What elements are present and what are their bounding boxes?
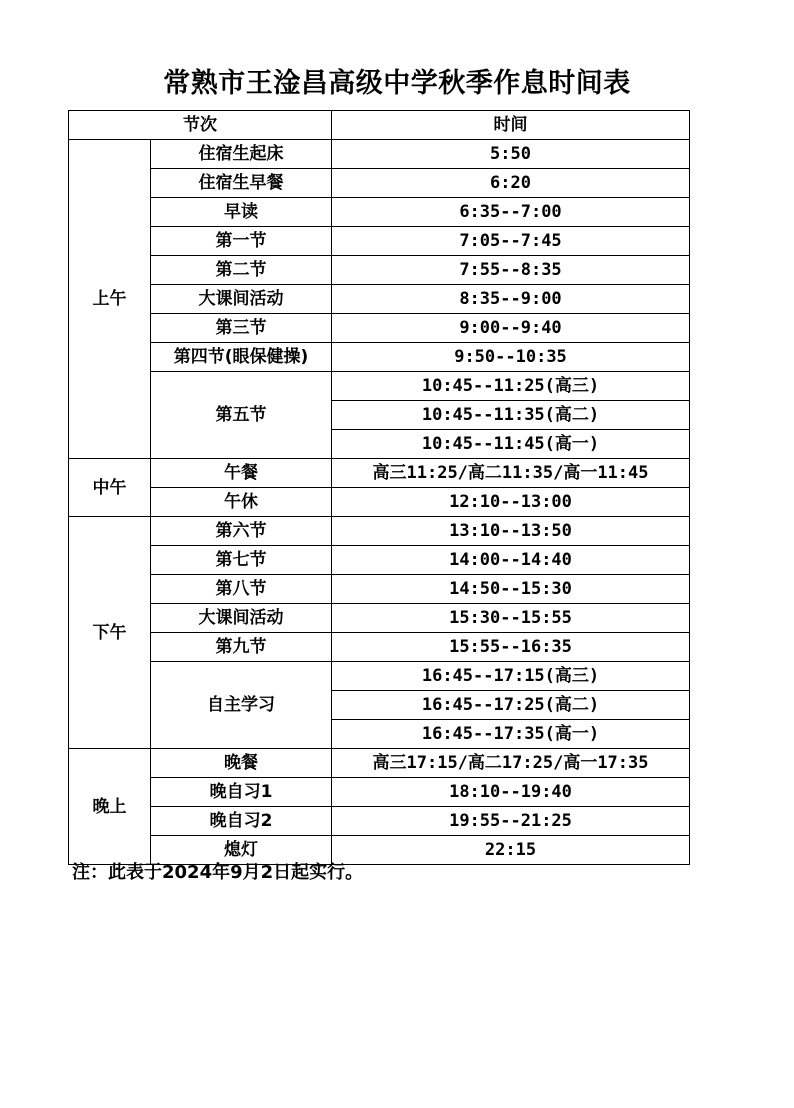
time-cell: 5:50 xyxy=(332,140,690,169)
period-cell: 住宿生起床 xyxy=(151,140,332,169)
time-cell: 16:45--17:15(高三) xyxy=(332,662,690,691)
period-cell: 第二节 xyxy=(151,256,332,285)
period-cell: 第三节 xyxy=(151,314,332,343)
period-cell: 第六节 xyxy=(151,517,332,546)
footnote: 注：此表于2024年9月2日起实行。 xyxy=(72,862,364,883)
schedule-body xyxy=(69,140,690,865)
group-label: 上午 xyxy=(69,140,151,459)
time-cell: 10:45--11:25(高三) xyxy=(332,372,690,401)
time-cell: 18:10--19:40 xyxy=(332,778,690,807)
period-cell: 早读 xyxy=(151,198,332,227)
table-row xyxy=(69,662,690,691)
table-row xyxy=(69,546,690,575)
time-cell: 14:00--14:40 xyxy=(332,546,690,575)
table-row xyxy=(69,575,690,604)
period-cell: 第一节 xyxy=(151,227,332,256)
table-row xyxy=(69,343,690,372)
time-cell: 16:45--17:35(高一) xyxy=(332,720,690,749)
time-cell: 14:50--15:30 xyxy=(332,575,690,604)
period-cell: 第八节 xyxy=(151,575,332,604)
time-cell: 高三17:15/高二17:25/高一17:35 xyxy=(332,749,690,778)
group-label: 中午 xyxy=(69,459,151,517)
time-cell: 9:00--9:40 xyxy=(332,314,690,343)
period-cell: 住宿生早餐 xyxy=(151,169,332,198)
period-cell: 晚自习2 xyxy=(151,807,332,836)
time-cell: 10:45--11:35(高二) xyxy=(332,401,690,430)
table-row xyxy=(69,604,690,633)
time-cell: 10:45--11:45(高一) xyxy=(332,430,690,459)
period-cell: 晚自习1 xyxy=(151,778,332,807)
table-row xyxy=(69,517,690,546)
table-row xyxy=(69,285,690,314)
time-cell: 6:20 xyxy=(332,169,690,198)
table-row xyxy=(69,140,690,169)
table-row xyxy=(69,459,690,488)
schedule-table xyxy=(68,110,690,865)
table-row xyxy=(69,633,690,662)
table-row xyxy=(69,256,690,285)
table-row xyxy=(69,198,690,227)
header-time: 时间 xyxy=(332,111,690,140)
time-cell: 16:45--17:25(高二) xyxy=(332,691,690,720)
table-row xyxy=(69,372,690,401)
time-cell: 15:55--16:35 xyxy=(332,633,690,662)
page-title: 常熟市王淦昌高级中学秋季作息时间表 xyxy=(163,68,631,99)
table-row xyxy=(69,169,690,198)
period-cell: 自主学习 xyxy=(151,662,332,749)
header-period: 节次 xyxy=(69,111,332,140)
table-row xyxy=(69,488,690,517)
period-cell: 大课间活动 xyxy=(151,604,332,633)
group-label: 下午 xyxy=(69,517,151,749)
period-cell: 熄灯 xyxy=(151,836,332,865)
time-cell: 6:35--7:00 xyxy=(332,198,690,227)
period-cell: 晚餐 xyxy=(151,749,332,778)
period-cell: 午餐 xyxy=(151,459,332,488)
table-row xyxy=(69,807,690,836)
period-cell: 午休 xyxy=(151,488,332,517)
time-cell: 9:50--10:35 xyxy=(332,343,690,372)
time-cell: 15:30--15:55 xyxy=(332,604,690,633)
period-cell: 第五节 xyxy=(151,372,332,459)
table-row xyxy=(69,778,690,807)
table-row xyxy=(69,227,690,256)
time-cell: 12:10--13:00 xyxy=(332,488,690,517)
time-cell: 22:15 xyxy=(332,836,690,865)
time-cell: 13:10--13:50 xyxy=(332,517,690,546)
period-cell: 大课间活动 xyxy=(151,285,332,314)
table-header-row xyxy=(69,111,690,140)
time-cell: 7:05--7:45 xyxy=(332,227,690,256)
table-row xyxy=(69,314,690,343)
time-cell: 19:55--21:25 xyxy=(332,807,690,836)
period-cell: 第九节 xyxy=(151,633,332,662)
time-cell: 高三11:25/高二11:35/高一11:45 xyxy=(332,459,690,488)
group-label: 晚上 xyxy=(69,749,151,865)
table-row xyxy=(69,749,690,778)
period-cell: 第七节 xyxy=(151,546,332,575)
time-cell: 7:55--8:35 xyxy=(332,256,690,285)
period-cell: 第四节(眼保健操) xyxy=(151,343,332,372)
time-cell: 8:35--9:00 xyxy=(332,285,690,314)
